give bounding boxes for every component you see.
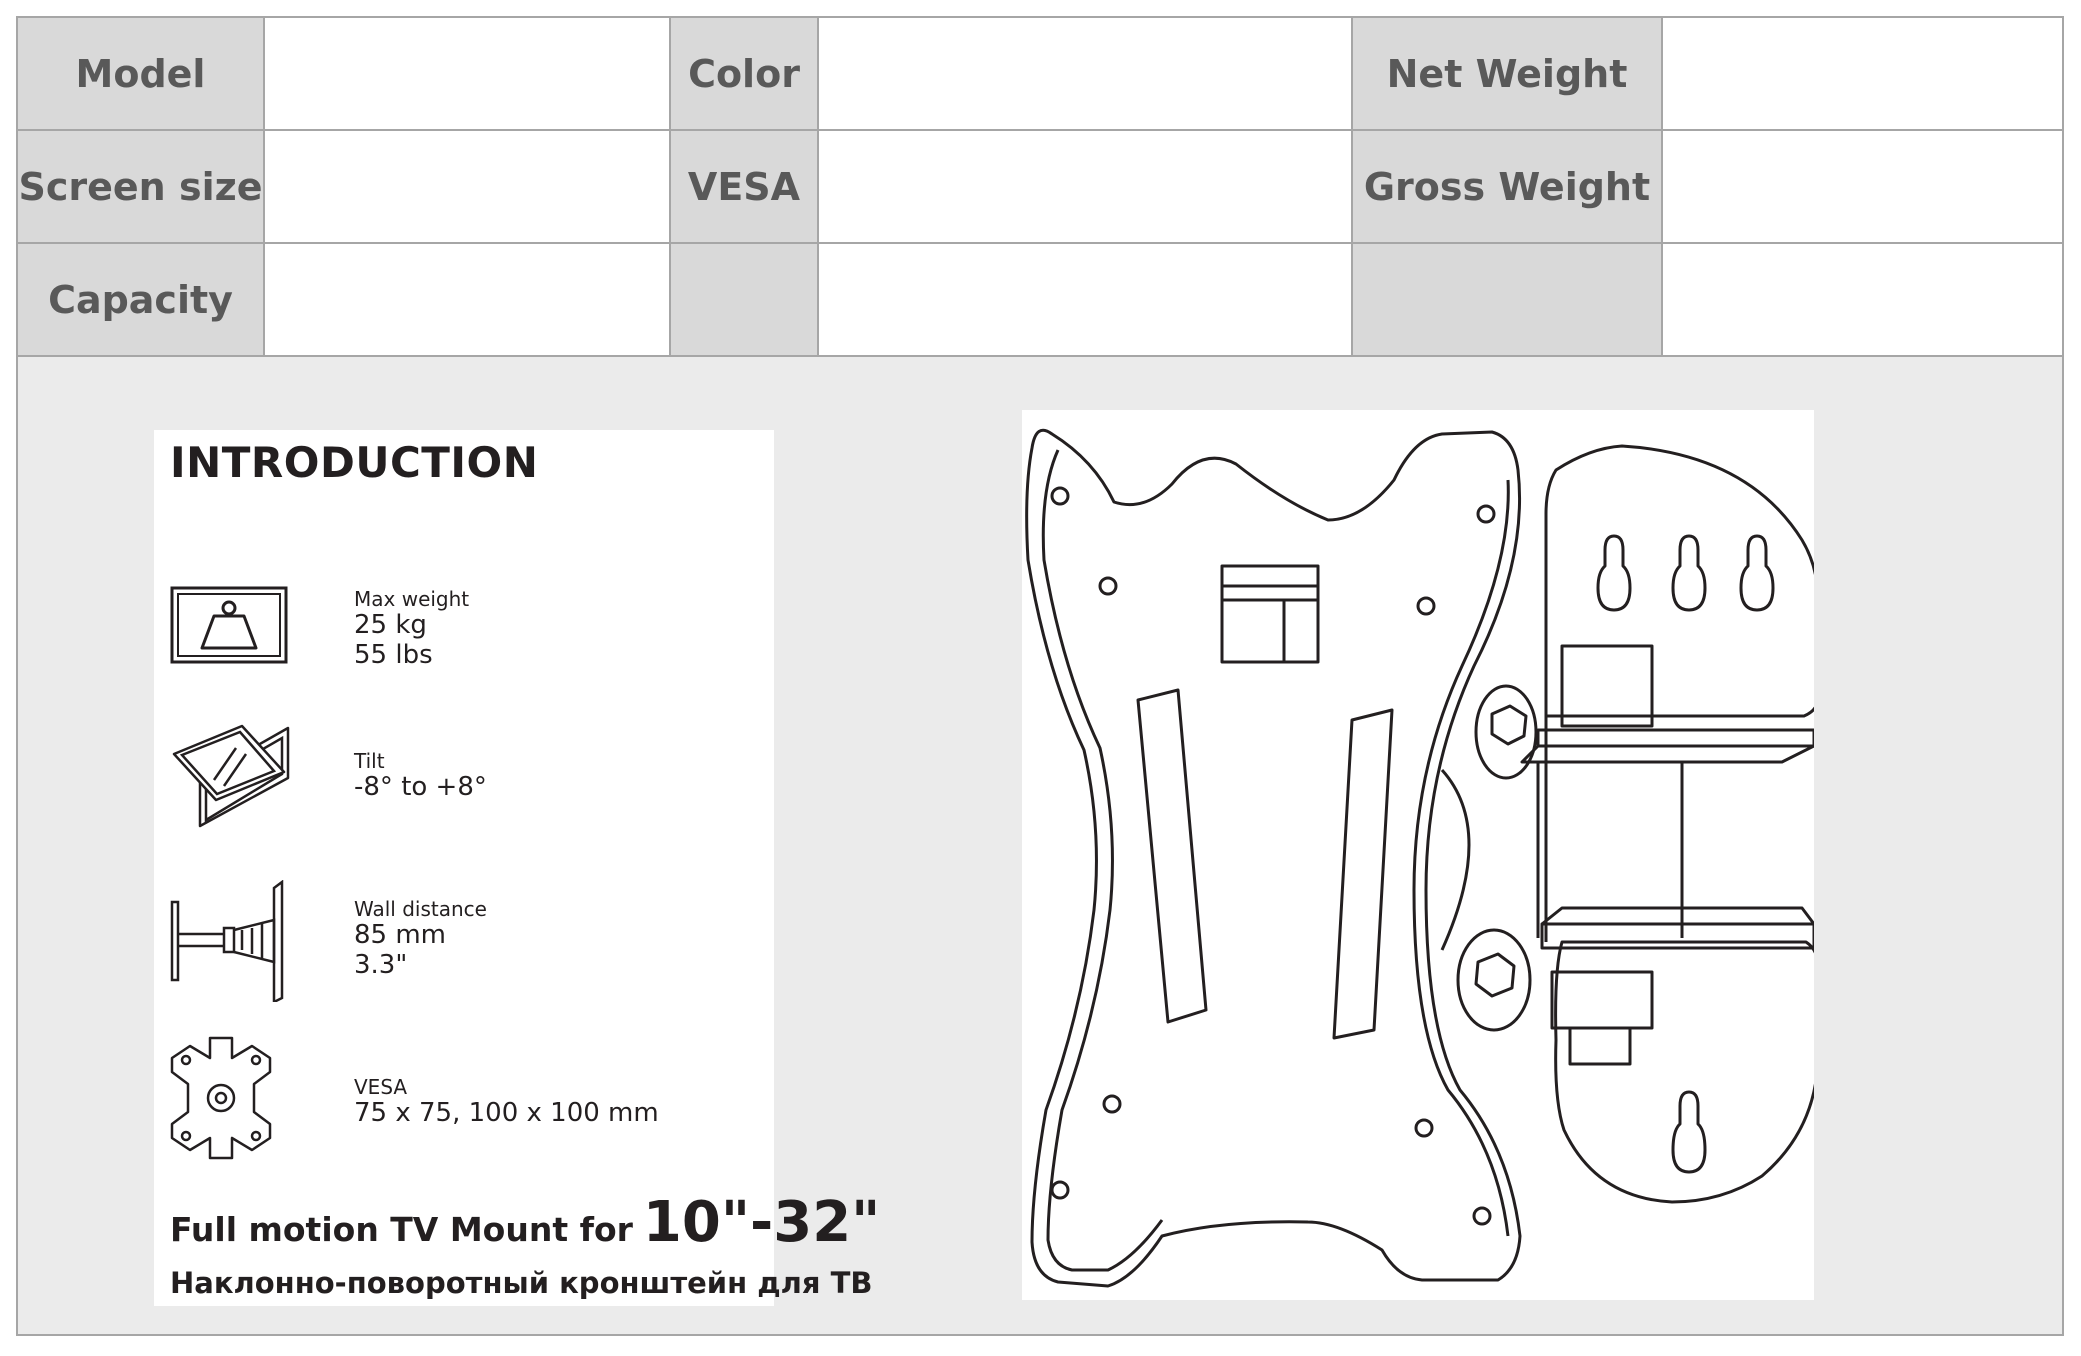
capacity-label: Capacity: [18, 243, 264, 356]
max-weight-feature: [354, 588, 469, 670]
feature-label: VESA: [354, 1075, 408, 1099]
mount-title-russian: Наклонно-поворотный кронштейн для ТВ: [170, 1266, 873, 1300]
color-value: [818, 18, 1352, 130]
screen-size-range: 10"-32": [642, 1190, 881, 1255]
empty-label: [1352, 243, 1662, 356]
vesa-label: VESA: [670, 130, 818, 243]
vesa-feature: [354, 1076, 659, 1128]
vesa-icon: [170, 1036, 274, 1160]
weight-icon: [170, 586, 290, 666]
feature-value: 25 kg: [354, 610, 427, 640]
introduction-panel: [154, 430, 881, 1306]
swivel-arm: [1538, 730, 1814, 746]
feature-value: 75 x 75, 100 x 100 mm: [354, 1098, 659, 1128]
mount-title-lead: Full motion TV Mount for: [170, 1210, 633, 1249]
feature-value: -8° to +8°: [354, 772, 487, 802]
net-weight-label: Net Weight: [1352, 18, 1662, 130]
wall-plate: [1556, 942, 1814, 1202]
empty-value: [818, 243, 1352, 356]
product-illustration: [1022, 410, 1814, 1300]
spec-row: [18, 243, 2062, 356]
empty-label: [670, 243, 818, 356]
screen-size-label: Screen size: [18, 130, 264, 243]
net-weight-value: [1662, 18, 2062, 130]
mount-title: [170, 1190, 880, 1255]
model-value: [264, 18, 670, 130]
empty-value: [1662, 243, 2062, 356]
capacity-value: [264, 243, 670, 356]
spec-row: [18, 130, 2062, 243]
feature-value: 3.3": [354, 950, 408, 980]
gross-weight-label: Gross Weight: [1352, 130, 1662, 243]
feature-label: Max weight: [354, 587, 470, 611]
spec-table: [18, 18, 2062, 357]
product-spec-sheet: [16, 16, 2064, 1336]
tilt-feature: [354, 750, 487, 802]
model-label: Model: [18, 18, 264, 130]
tilt-icon: [170, 714, 294, 834]
introduction-title: INTRODUCTION: [170, 438, 539, 487]
color-label: Color: [670, 18, 818, 130]
gross-weight-value: [1662, 130, 2062, 243]
spec-row: [18, 18, 2062, 130]
wall-distance-feature: [354, 898, 487, 980]
tv-plate: [1027, 430, 1520, 1286]
feature-label: Tilt: [354, 749, 385, 773]
feature-value: 55 lbs: [354, 640, 433, 670]
wall-distance-icon: [170, 880, 290, 1002]
feature-label: Wall distance: [354, 897, 487, 921]
vesa-value: [818, 130, 1352, 243]
feature-value: 85 mm: [354, 920, 447, 950]
screen-size-value: [264, 130, 670, 243]
